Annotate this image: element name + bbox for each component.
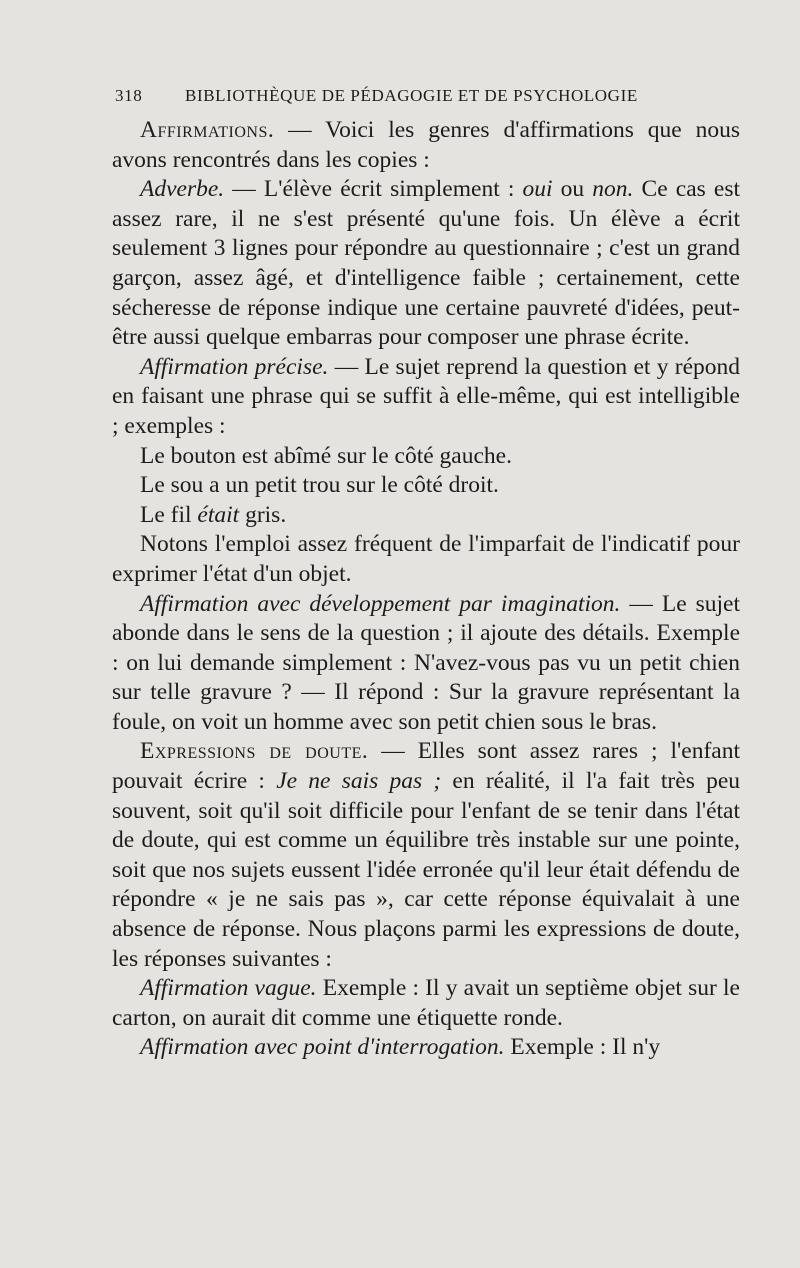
section-heading-affirmations: Affirmations. <box>140 117 275 143</box>
paragraph-affirmation-vague <box>112 974 740 1033</box>
example-line <box>112 501 740 531</box>
paragraph-adverbe <box>112 175 740 353</box>
paragraph-text: — Elles sont assez rares ; l'enfant pouvait écrire : <box>112 738 740 795</box>
italic-word: oui <box>522 176 553 203</box>
body-text <box>112 116 740 1063</box>
paragraph-affirmation-interrogation <box>112 1033 740 1063</box>
subheading-affirmation-vague: Affirmation vague. <box>140 975 317 1002</box>
subheading-affirmation-precise: Affirmation précise. <box>140 353 329 380</box>
example-text: Le fil <box>140 501 198 528</box>
example-text: gris. <box>239 501 287 528</box>
example-line: Le sou a un petit trou sur le côté droit. <box>140 472 499 499</box>
italic-word: non. <box>592 176 634 203</box>
paragraph-affirmations <box>112 116 740 175</box>
paragraph-expressions-doute <box>112 737 740 974</box>
paragraph-text: — Le sujet abonde dans le sens de la question ; il ajoute des détails. Exemple : on lui demande simplement : N'avez-vous pas vu un petit chien sur telle gravure ? — Il répond : Sur la gravure représentant la foule, on voit un homme avec son petit chien sous le bras. <box>112 590 740 735</box>
italic-phrase: Je ne sais pas ; <box>276 768 442 795</box>
paragraph-text: en réalité, il l'a fait très peu souvent, soit qu'il soit difficile pour l'enfant de se tenir dans l'état de doute, qui est comme un équilibre très instable sur une pointe, soit que nos sujets eussent l'idée erronée qu'il leur était défendu de répondre « je ne sais pas », car cette réponse équivalait à une absence de réponse. Nous plaçons parmi les expressions de doute, les réponses suivantes : <box>112 768 740 972</box>
running-title: BIBLIOTHÈQUE DE PÉDAGOGIE ET DE PSYCHOLOGIE <box>185 86 638 105</box>
running-header <box>115 86 675 106</box>
section-heading-expressions-doute: Expressions de doute. <box>140 738 369 765</box>
paragraph-text: Exemple : Il y avait un septième objet sur le carton, on aurait dit comme une étiquette ronde. <box>112 975 740 1031</box>
paragraph-text: — Voici les genres d'affirmations que nous avons rencontrés dans les copies : <box>112 117 740 173</box>
subheading-adverbe: Adverbe. <box>140 176 225 203</box>
paragraph-affirmation-developpement <box>112 590 740 738</box>
paragraph-text: Exemple : Il n'y <box>504 1034 661 1061</box>
subheading-affirmation-interrogation: Affirmation avec point d'interrogation. <box>140 1034 505 1061</box>
italic-word: était <box>197 501 240 528</box>
subheading-affirmation-developpement: Affirmation avec développement par imagination. <box>140 590 621 617</box>
paragraph-affirmation-precise <box>112 353 740 442</box>
paragraph-text: Ce cas est assez rare, il ne s'est présenté qu'une fois. Un élève a écrit seulement 3 lignes pour répondre au questionnaire ; c'est un grand garçon, assez âgé, et d'intelligence faible ; certainement, cette sécheresse de réponse indique une certaine pauvreté d'idées, peut-être aussi quelque embarras pour composer une phrase écrite. <box>112 176 740 351</box>
paragraph-text: ou <box>552 176 593 203</box>
paragraph-notons: Notons l'emploi assez fréquent de l'imparfait de l'indicatif pour exprimer l'état d'un objet. <box>112 531 740 587</box>
example-line: Le bouton est abîmé sur le côté gauche. <box>140 442 512 469</box>
paragraph-text: — L'élève écrit simplement : <box>224 176 523 203</box>
page-number: 318 <box>115 86 143 105</box>
paragraph-text: — Le sujet reprend la question et y répond en faisant une phrase qui se suffit à elle-même, qui est intelligible ; exemples : <box>112 353 740 439</box>
